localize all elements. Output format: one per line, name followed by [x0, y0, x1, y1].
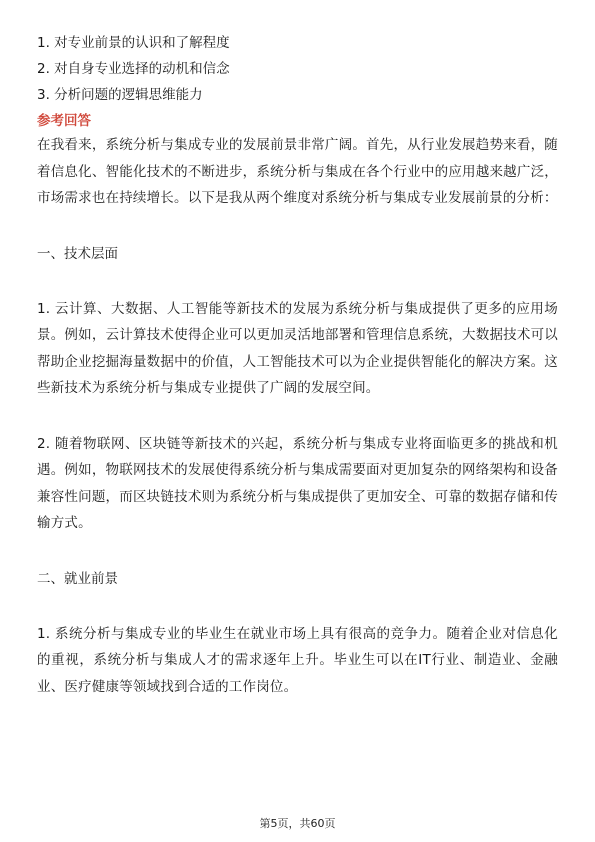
- section-heading-tech: 一、技术层面: [37, 245, 118, 262]
- question-item-3: 3. 分析问题的逻辑思维能力: [37, 87, 203, 103]
- question-item-1: 1. 对专业前景的认识和了解程度: [37, 35, 230, 51]
- intro-paragraph: 在我看来，系统分析与集成专业的发展前景非常广阔。首先，从行业发展趋势来看，随着信息化、智能化技术的不断进步，系统分析与集成在各个行业中的应用越来越广泛，市场需求也在持续增长。以下是我从两个维度对系统分析与集成专业发展前景的分析：: [37, 137, 558, 206]
- question-item-2: 2. 对自身专业选择的动机和信念: [37, 61, 230, 77]
- reference-answer-title: 参考回答: [37, 113, 91, 129]
- tech-point-2: 2. 随着物联网、区块链等新技术的兴起，系统分析与集成专业将面临更多的挑战和机遇。例如，物联网技术的发展使得系统分析与集成需要面对更加复杂的网络架构和设备兼容性问题，而区块链技术则为系统分析与集成提供了更加安全、可靠的数据存储和传输方式。: [37, 435, 558, 531]
- tech-point-1: 1. 云计算、大数据、人工智能等新技术的发展为系统分析与集成提供了更多的应用场景。例如，云计算技术使得企业可以更加灵活地部署和管理信息系统，大数据技术可以帮助企业挖掘海量数据中的价值，人工智能技术可以为企业提供智能化的解决方案。这些新技术为系统分析与集成专业提供了广阔的发展空间。: [37, 300, 558, 396]
- spacer: [37, 212, 558, 241]
- spacer: [37, 267, 558, 296]
- section-heading-employment: 二、就业前景: [37, 570, 118, 587]
- employment-point-1: 1. 系统分析与集成专业的毕业生在就业市场上具有很高的竞争力。随着企业对信息化的重视，系统分析与集成人才的需求逐年上升。毕业生可以在IT行业、制造业、金融业、医疗健康等领域找到合适的工作岗位。: [37, 625, 558, 695]
- spacer: [37, 592, 558, 621]
- spacer: [37, 537, 558, 566]
- document-body: [37, 30, 558, 700]
- page-number-footer: 第5页，共60页: [259, 817, 336, 830]
- spacer: [37, 402, 558, 431]
